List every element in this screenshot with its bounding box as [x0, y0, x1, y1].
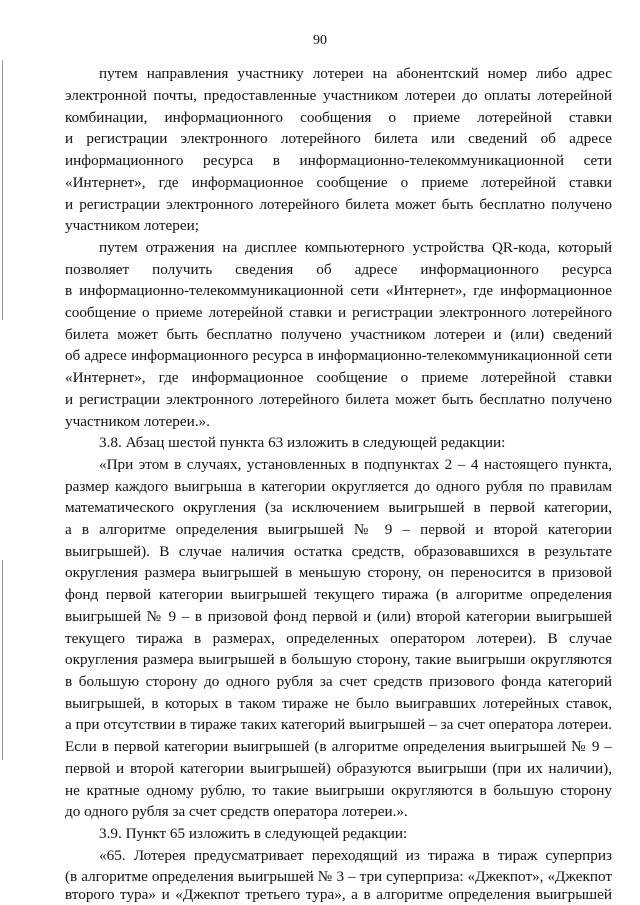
text-line: путем отражения на дисплее компьютерного устройства QR-кода, который	[99, 239, 612, 256]
text-line: округления размера выигрышей в меньшую сторону, он переносится в призовой	[65, 564, 612, 581]
page-number: 90	[313, 33, 327, 48]
text-line: путем направления участнику лотереи на абонентский номер либо адрес	[99, 65, 612, 82]
text-line: билета может быть бесплатно получено участником лотереи и (или) сведений	[65, 326, 612, 343]
text-line: (в алгоритме определения выигрышей № 3 – три суперприза: «Джекпот», «Джекпот	[65, 868, 612, 885]
text-line: выигрышей). В случае наличия остатка средств, образовавшихся в результате	[65, 543, 612, 560]
text-line: округления размера выигрышей в большую сторону, такие выигрыши округляются	[65, 651, 612, 668]
text-line: второго тура» и «Джекпот третьего тура», а в алгоритме определения выигрышей	[65, 886, 612, 903]
text-line: выигрышей № 9 – в призовой фонд первой и (или) второй категории выигрышей	[65, 608, 612, 625]
text-line: первой и второй категории выигрышей) образуются выигрыши (при их наличии),	[65, 760, 612, 777]
text-line: «При этом в случаях, установленных в подпунктах 2 – 4 настоящего пункта,	[99, 456, 612, 473]
text-line: электронной почты, предоставленные участником лотереи до оплаты лотерейной	[65, 87, 612, 104]
text-line: «Интернет», где информационное сообщение о приеме лотерейной ставки	[65, 369, 612, 386]
text-line: до одного рубля за счет средств оператора лотереи.».	[65, 803, 408, 820]
text-line: и регистрации электронного лотерейного билета или сведений об адресе	[65, 130, 612, 147]
text-line: комбинации, информационного сообщения о приеме лотерейной ставки	[65, 109, 612, 126]
text-line: в большую сторону до одного рубля за счет средств призового фонда категорий	[65, 673, 612, 690]
text-line: Если в первой категории выигрышей (в алгоритме определения выигрышей № 9 –	[65, 738, 612, 755]
text-line: фонд первой категории выигрышей текущего тиража (в алгоритме определения	[65, 586, 612, 603]
text-line: в информационно-телекоммуникационной сети «Интернет», где информационное	[65, 282, 612, 299]
text-line: сообщение о приеме лотерейной ставки и регистрации электронного лотерейного	[65, 304, 612, 321]
text-line: «Интернет», где информационное сообщение о приеме лотерейной ставки	[65, 174, 612, 191]
scan-edge-line	[2, 60, 3, 320]
text-line: а в алгоритме определения выигрышей № 9 – первой и второй категории	[65, 521, 612, 538]
text-line: выигрышей, в которых в таком тираже не было выигравших лотерейных ставок,	[65, 695, 612, 712]
text-line: позволяет получить сведения об адресе информационного ресурса	[65, 261, 612, 278]
text-line: участником лотереи.».	[65, 413, 210, 430]
text-line: а при отсутствии в тираже таких категорий выигрышей – за счет оператора лотереи.	[65, 716, 612, 733]
text-line: об адресе информационного ресурса в информационно-телекоммуникационной сети	[65, 348, 612, 364]
scan-edge-line	[2, 560, 3, 760]
text-line: участником лотереи;	[65, 217, 199, 234]
section-heading-3-8: 3.8. Абзац шестой пункта 63 изложить в следующей редакции:	[99, 434, 506, 451]
text-line: и регистрации электронного лотерейного билета может быть бесплатно получено	[65, 391, 612, 408]
text-line: текущего тиража в размерах, определенных оператором лотереи). В случае	[65, 630, 612, 647]
text-line: математического округления (за исключением выигрышей в первой категории,	[65, 499, 612, 516]
text-line: информационного ресурса в информационно-телекоммуникационной сети	[65, 152, 612, 169]
text-line: размер каждого выигрыша в категории округляется до одного рубля по правилам	[65, 478, 612, 495]
section-heading-3-9: 3.9. Пункт 65 изложить в следующей редакции:	[99, 825, 408, 842]
text-line: «65. Лотерея предусматривает переходящий из тиража в тираж суперприз	[99, 847, 612, 864]
text-line: и регистрации электронного лотерейного билета может быть бесплатно получено	[65, 196, 612, 213]
text-line: не кратные одному рублю, то такие выигрыши округляются в большую сторону	[65, 782, 612, 799]
